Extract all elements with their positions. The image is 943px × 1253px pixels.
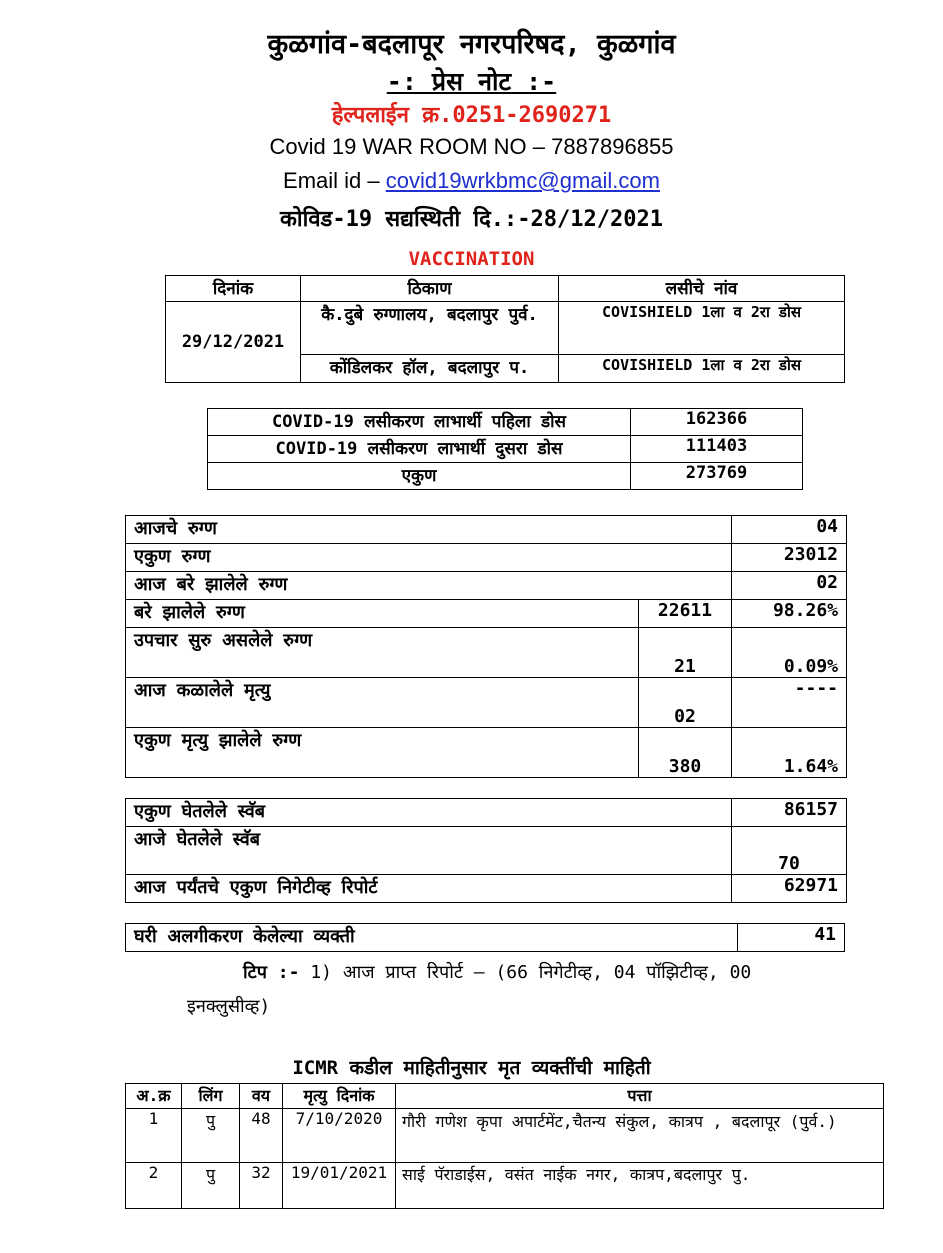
today-swab-label: आजे घेतलेले स्वॅब bbox=[126, 827, 732, 875]
header-death-date: मृत्यु दिनांक bbox=[283, 1084, 396, 1109]
header-vaccine: लसीचे नांव bbox=[559, 276, 845, 302]
war-room: Covid 19 WAR ROOM NO – 7887896855 bbox=[269, 134, 674, 159]
beneficiary-label: COVID-19 लसीकरण लाभार्थी पहिला डोस bbox=[208, 409, 631, 436]
address: साई पॅराडाईस, वसंत नाईक नगर, कात्रप,बदलापुर पु. bbox=[396, 1163, 884, 1209]
total-patients-value: 23012 bbox=[732, 544, 847, 572]
vaccine-cell: COVISHIELD 1ला व 2रा डोस bbox=[559, 355, 845, 383]
vaccine-cell: COVISHIELD 1ला व 2रा डोस bbox=[559, 302, 845, 355]
recovered-count: 22611 bbox=[639, 600, 732, 628]
home-isolation-label: घरी अलगीकरण केलेल्या व्यक्ती bbox=[126, 924, 738, 952]
deaths-today-pct: ---- bbox=[732, 678, 847, 728]
sr-no: 2 bbox=[126, 1163, 182, 1209]
beneficiary-table bbox=[207, 408, 803, 490]
note-line-2: इनक्लुसीव्ह) bbox=[187, 996, 271, 1017]
swab-table bbox=[125, 798, 847, 903]
total-patients-label: एकुण रुग्ण bbox=[126, 544, 732, 572]
gender: पु bbox=[182, 1163, 240, 1209]
header-gender: लिंग bbox=[182, 1084, 240, 1109]
deaths-today-label: आज कळालेले मृत्यु bbox=[126, 678, 639, 728]
today-swab-value: 70 bbox=[732, 827, 847, 875]
beneficiary-value: 162366 bbox=[631, 409, 803, 436]
icmr-title: ICMR कडील माहितीनुसार मृत व्यक्तींची माहिती bbox=[292, 1057, 651, 1079]
press-note-title bbox=[0, 64, 943, 98]
negative-report-label: आज पर्यंतचे एकुण निगेटीव्ह रिपोर्ट bbox=[126, 875, 732, 903]
beneficiary-label: एकुण bbox=[208, 463, 631, 490]
org-title: कुळगांव-बदलापूर नगरपरिषद, कुळगांव bbox=[267, 29, 676, 60]
beneficiary-value: 273769 bbox=[631, 463, 803, 490]
patients-table bbox=[125, 515, 847, 778]
age: 48 bbox=[240, 1109, 283, 1163]
active-count: 21 bbox=[639, 628, 732, 678]
email-line bbox=[0, 168, 943, 194]
home-isolation-value: 41 bbox=[738, 924, 845, 952]
deaths-today-count: 02 bbox=[639, 678, 732, 728]
negative-report-value: 62971 bbox=[732, 875, 847, 903]
header-place: ठिकाण bbox=[301, 276, 559, 302]
header-age: वय bbox=[240, 1084, 283, 1109]
recovered-today-value: 02 bbox=[732, 572, 847, 600]
helpline: हेल्पलाईन क्र.0251-2690271 bbox=[331, 103, 612, 128]
deaths-total-count: 380 bbox=[639, 728, 732, 778]
note-line-1 bbox=[243, 960, 863, 984]
place-cell: कोंडिलकर हॉल, बदलापुर प. bbox=[301, 355, 559, 383]
note-label: टिप :- bbox=[243, 962, 300, 983]
email-label: Email id – bbox=[283, 168, 386, 193]
active-pct: 0.09% bbox=[732, 628, 847, 678]
age: 32 bbox=[240, 1163, 283, 1209]
press-note-text: -: प्रेस नोट :- bbox=[386, 67, 557, 96]
recovered-pct: 98.26% bbox=[732, 600, 847, 628]
total-swab-label: एकुण घेतलेले स्वॅब bbox=[126, 799, 732, 827]
vaccination-table bbox=[165, 275, 845, 383]
deaths-total-pct: 1.64% bbox=[732, 728, 847, 778]
deaths-total-label: एकुण मृत्यु झालेले रुग्ण bbox=[126, 728, 639, 778]
header-sr-no: अ.क्र bbox=[126, 1084, 182, 1109]
beneficiary-value: 111403 bbox=[631, 436, 803, 463]
recovered-label: बरे झालेले रुग्ण bbox=[126, 600, 639, 628]
death-date: 7/10/2020 bbox=[283, 1109, 396, 1163]
death-date: 19/01/2021 bbox=[283, 1163, 396, 1209]
status-date: कोविड-19 सद्यस्थिती दि.:-28/12/2021 bbox=[280, 207, 663, 232]
recovered-today-label: आज बरे झालेले रुग्ण bbox=[126, 572, 732, 600]
address: गौरी गणेश कृपा अपार्टमेंट,चैतन्य संकुल, कात्रप , बदलापूर (पुर्व.) bbox=[396, 1109, 884, 1163]
email-link[interactable]: covid19wrkbmc@gmail.com bbox=[385, 168, 660, 193]
todays-patients-value: 04 bbox=[732, 516, 847, 544]
sr-no: 1 bbox=[126, 1109, 182, 1163]
total-swab-value: 86157 bbox=[732, 799, 847, 827]
beneficiary-label: COVID-19 लसीकरण लाभार्थी दुसरा डोस bbox=[208, 436, 631, 463]
vaccination-title: VACCINATION bbox=[408, 248, 535, 270]
note-text: 1) आज प्राप्त रिपोर्ट – (66 निगेटीव्ह, 04 पॉझिटीव्ह, 00 bbox=[310, 962, 752, 983]
place-cell: कै.दुबे रुग्णालय, बदलापुर पुर्व. bbox=[301, 302, 559, 355]
home-isolation-table bbox=[125, 923, 845, 952]
vaccination-date: 29/12/2021 bbox=[166, 302, 301, 383]
todays-patients-label: आजचे रुग्ण bbox=[126, 516, 732, 544]
active-label: उपचार सुरु असलेले रुग्ण bbox=[126, 628, 639, 678]
gender: पु bbox=[182, 1109, 240, 1163]
header-address: पत्ता bbox=[396, 1084, 884, 1109]
header-date: दिनांक bbox=[166, 276, 301, 302]
icmr-table bbox=[125, 1083, 884, 1209]
